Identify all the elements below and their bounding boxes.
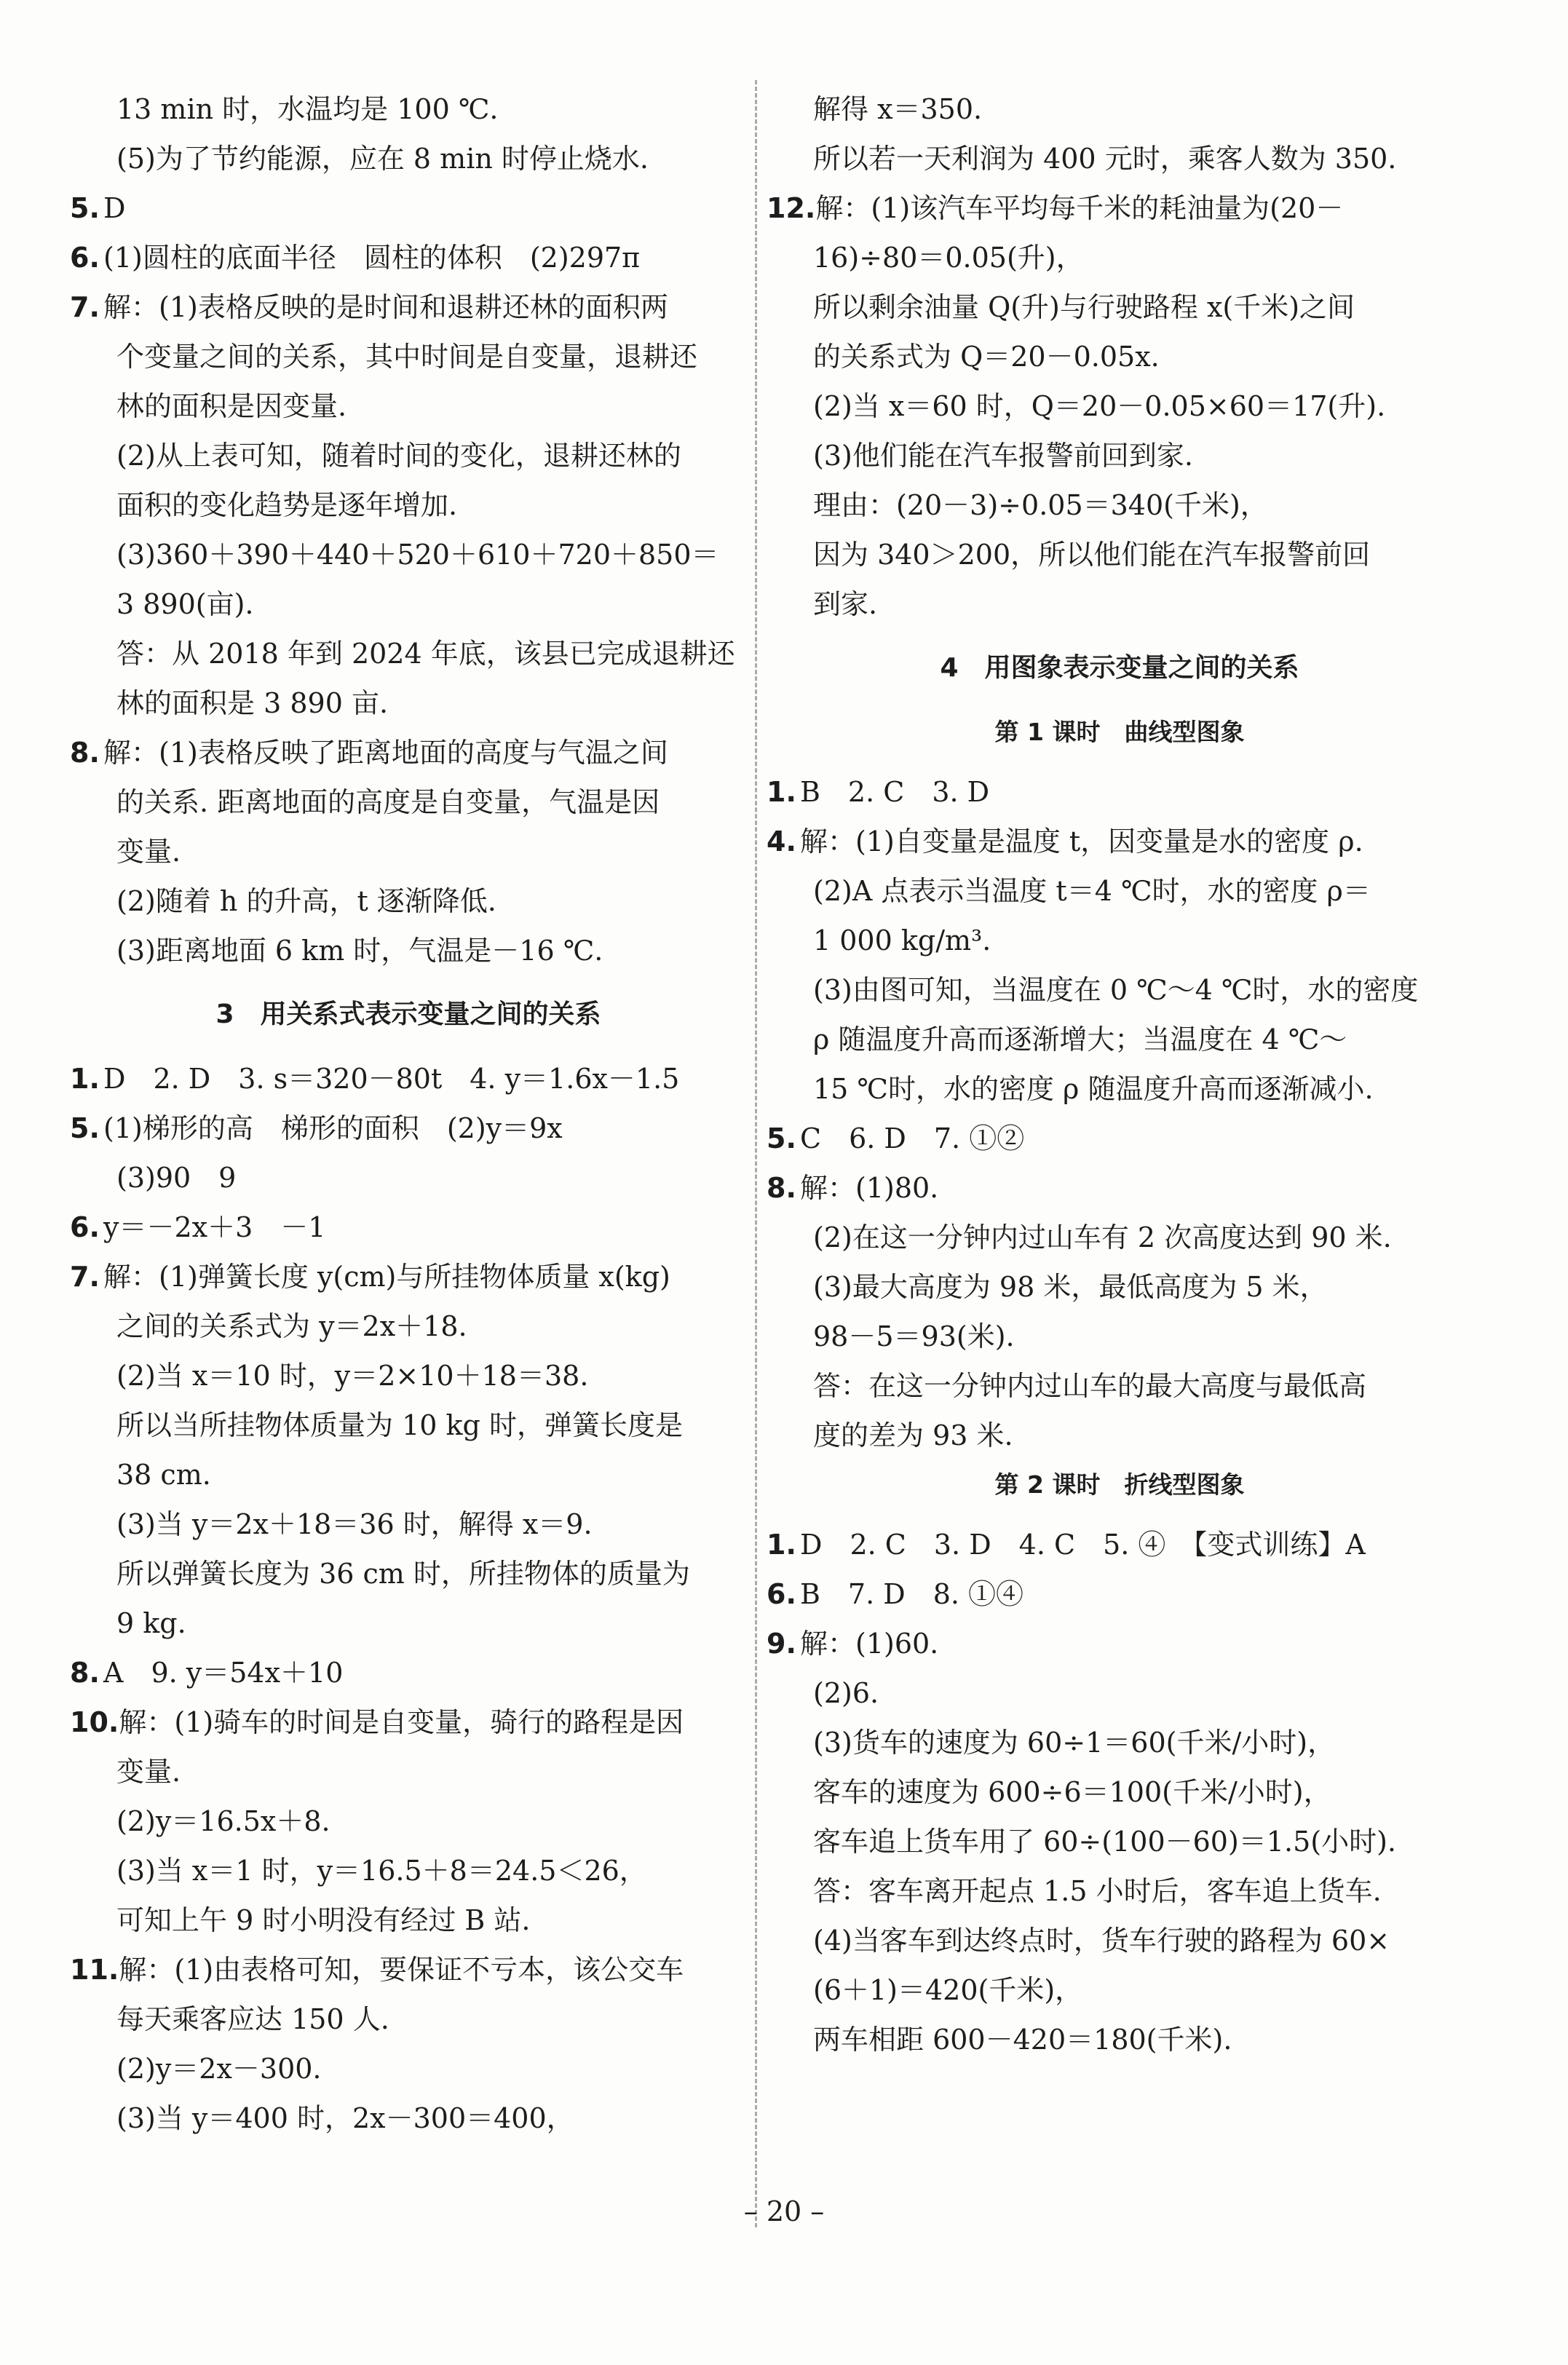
answer-text: 解：(1)80. xyxy=(800,1172,939,1204)
answer-line xyxy=(767,233,1473,282)
answer-line xyxy=(70,1500,747,1549)
answer-text: 的关系. 距离地面的高度是自变量，气温是因 xyxy=(116,786,660,818)
answer-line xyxy=(767,579,1473,629)
answer-item xyxy=(70,233,747,282)
answer-item xyxy=(70,282,747,332)
item-number: 10. xyxy=(70,1706,119,1738)
answer-line xyxy=(767,480,1473,530)
answer-line xyxy=(767,916,1473,965)
answer-text: (3)他们能在汽车报警前回到家. xyxy=(813,440,1193,472)
item-number: 8. xyxy=(70,1657,100,1689)
answer-line xyxy=(767,431,1473,480)
answer-line xyxy=(70,2093,747,2143)
answer-line xyxy=(767,1767,1473,1817)
item-number: 7. xyxy=(70,1261,100,1293)
item-number: 5. xyxy=(767,1122,796,1154)
answer-line xyxy=(70,530,747,579)
answer-text: (3)距离地面 6 km 时，气温是－16 ℃. xyxy=(116,935,603,967)
answer-text: (2)y＝2x－300. xyxy=(116,2053,322,2085)
column-divider xyxy=(755,80,757,2227)
item-number: 6. xyxy=(767,1578,796,1610)
answer-text: 13 min 时，水温均是 100 ℃. xyxy=(116,93,499,125)
answer-line xyxy=(70,134,747,183)
item-number: 8. xyxy=(70,737,100,769)
item-number: 1. xyxy=(70,1063,100,1095)
answer-text: 变量. xyxy=(116,1756,181,1788)
answer-item xyxy=(767,183,1473,233)
answer-line xyxy=(767,1213,1473,1262)
answer-text: 到家. xyxy=(813,588,878,620)
answer-text: (3)当 y＝2x＋18＝36 时，解得 x＝9. xyxy=(116,1508,593,1540)
answer-line xyxy=(767,332,1473,381)
answer-item xyxy=(70,1698,747,1747)
item-number: 1. xyxy=(767,776,796,808)
answer-line xyxy=(70,1351,747,1401)
answer-text: 答：在这一分钟内过山车的最大高度与最低高 xyxy=(813,1370,1367,1402)
lesson-heading: 第 2 课时 折线型图象 xyxy=(994,1470,1245,1499)
answer-text: (2)当 x＝60 时，Q＝20－0.05×60＝17(升). xyxy=(813,390,1386,422)
answer-text: 面积的变化趋势是逐年增加. xyxy=(116,489,458,521)
answer-line xyxy=(70,579,747,629)
answer-text: 所以当所挂物体质量为 10 kg 时，弹簧长度是 xyxy=(116,1409,683,1441)
answer-line xyxy=(767,1668,1473,1718)
section-heading: 3 用关系式表示变量之间的关系 xyxy=(215,999,601,1029)
answer-line xyxy=(70,1994,747,2044)
answer-text: 客车的速度为 600÷6＝100(千米/小时)， xyxy=(813,1776,1331,1808)
answer-line xyxy=(767,1361,1473,1411)
answer-text: (3)90 9 xyxy=(116,1162,237,1194)
answer-line xyxy=(70,332,747,381)
answer-text: (2)y＝16.5x＋8. xyxy=(116,1805,330,1837)
answer-line xyxy=(767,282,1473,332)
answer-text: (2)A 点表示当温度 t＝4 ℃时，水的密度 ρ＝ xyxy=(813,875,1371,907)
answer-item xyxy=(767,1163,1473,1213)
answer-text: ρ 随温度升高而逐渐增大；当温度在 4 ℃～ xyxy=(813,1023,1347,1055)
answer-item xyxy=(70,1648,747,1698)
item-number: 1. xyxy=(767,1529,796,1561)
answer-item xyxy=(70,1104,747,1153)
lesson-heading: 第 1 课时 曲线型图象 xyxy=(994,718,1245,746)
answer-text: 9 kg. xyxy=(116,1607,186,1639)
answer-line xyxy=(70,1153,747,1203)
answer-text: (5)为了节约能源，应在 8 min 时停止烧水. xyxy=(116,143,649,175)
answer-text: 解：(1)骑车的时间是自变量，骑行的路程是因 xyxy=(119,1706,684,1738)
answer-text: 解：(1)弹簧长度 y(cm)与所挂物体质量 x(kg) xyxy=(103,1261,670,1293)
answer-line xyxy=(767,1064,1473,1114)
answer-text: 所以剩余油量 Q(升)与行驶路程 x(千米)之间 xyxy=(813,291,1355,323)
item-number: 8. xyxy=(767,1172,796,1204)
answer-line xyxy=(767,1866,1473,1916)
answer-text: 解：(1)表格反映了距离地面的高度与气温之间 xyxy=(103,737,668,769)
answer-text: y＝－2x＋3 －1 xyxy=(103,1211,326,1243)
answer-text: (3)货车的速度为 60÷1＝60(千米/小时)， xyxy=(813,1727,1336,1759)
answer-text: (2)6. xyxy=(813,1677,879,1709)
page-number: – 20 – xyxy=(743,2195,825,2227)
item-number: 6. xyxy=(70,1211,100,1243)
item-number: 11. xyxy=(70,1954,119,1986)
answer-text: 解：(1)由表格可知，要保证不亏本，该公交车 xyxy=(119,1954,684,1986)
answer-text: 38 cm. xyxy=(116,1459,211,1491)
answer-line xyxy=(767,1916,1473,1965)
answer-line xyxy=(70,1846,747,1895)
answer-item xyxy=(70,1203,747,1252)
answer-line xyxy=(70,84,747,134)
answer-text: 答：从 2018 年到 2024 年底，该县已完成退耕还 xyxy=(116,638,735,670)
answer-line xyxy=(70,480,747,530)
item-number: 7. xyxy=(70,291,100,323)
answer-text: (3)当 y＝400 时，2x－300＝400， xyxy=(116,2102,574,2134)
answer-text: 变量. xyxy=(116,836,181,868)
answer-line xyxy=(70,2044,747,2093)
answer-text: 答：客车离开起点 1.5 小时后，客车追上货车. xyxy=(813,1875,1382,1907)
answer-text: 所以弹簧长度为 36 cm 时，所挂物体的质量为 xyxy=(116,1558,690,1590)
answer-line xyxy=(70,431,747,480)
item-number: 5. xyxy=(70,1112,100,1144)
answer-text: 之间的关系式为 y＝2x＋18. xyxy=(116,1310,467,1342)
answer-text: 16)÷80＝0.05(升)， xyxy=(813,242,1084,274)
answer-text: 的关系式为 Q＝20－0.05x. xyxy=(813,341,1160,373)
answer-line xyxy=(70,678,747,728)
answer-line xyxy=(767,1965,1473,2015)
answer-line xyxy=(70,827,747,876)
answer-item xyxy=(767,1520,1473,1569)
answer-text: (2)当 x＝10 时，y＝2×10＋18＝38. xyxy=(116,1360,589,1392)
answer-text: 解得 x＝350. xyxy=(813,93,983,125)
answer-text: A 9. y＝54x＋10 xyxy=(103,1657,344,1689)
answer-text: B 2. C 3. D xyxy=(800,776,990,808)
answer-line xyxy=(70,1549,747,1599)
answer-text: 1 000 kg/m³. xyxy=(813,924,991,956)
answer-text: 3 890(亩). xyxy=(116,588,254,620)
answer-line xyxy=(767,1411,1473,1460)
answer-item xyxy=(767,1619,1473,1668)
answer-line xyxy=(70,1796,747,1846)
answer-line xyxy=(70,1895,747,1945)
answer-text: (2)随着 h 的升高，t 逐渐降低. xyxy=(116,885,496,917)
answer-item xyxy=(70,728,747,777)
answer-item xyxy=(70,1054,747,1104)
answer-line xyxy=(70,1302,747,1351)
answer-text: C 6. D 7. ①② xyxy=(800,1122,1025,1154)
answer-line xyxy=(767,1312,1473,1361)
answer-line xyxy=(767,530,1473,579)
right-column xyxy=(767,84,1473,2064)
answer-text: (3)由图可知，当温度在 0 ℃～4 ℃时，水的密度 xyxy=(813,974,1419,1006)
answer-line xyxy=(767,381,1473,431)
item-number: 4. xyxy=(767,825,796,857)
answer-text: 解：(1)该汽车平均每千米的耗油量为(20－ xyxy=(815,192,1344,224)
answer-item xyxy=(70,183,747,233)
answer-text: 98－5＝93(米). xyxy=(813,1320,1015,1352)
answer-text: (2)在这一分钟内过山车有 2 次高度达到 90 米. xyxy=(813,1221,1392,1253)
answer-line xyxy=(70,629,747,678)
answer-text: (4)当客车到达终点时，货车行驶的路程为 60× xyxy=(813,1925,1390,1957)
answer-text: 两车相距 600－420＝180(千米). xyxy=(813,2024,1232,2056)
answer-line xyxy=(767,84,1473,134)
item-number: 9. xyxy=(767,1628,796,1660)
answer-line xyxy=(767,1262,1473,1312)
answer-line xyxy=(70,777,747,827)
answer-text: 客车追上货车用了 60÷(100－60)＝1.5(小时). xyxy=(813,1826,1396,1858)
answer-text: 每天乘客应达 150 人. xyxy=(116,2003,389,2035)
answer-item xyxy=(767,817,1473,866)
answer-text: 因为 340＞200，所以他们能在汽车报警前回 xyxy=(813,539,1371,571)
answer-line xyxy=(70,926,747,975)
answer-line xyxy=(767,965,1473,1015)
left-column xyxy=(70,84,747,2143)
answer-item xyxy=(70,1252,747,1302)
item-number: 6. xyxy=(70,242,100,274)
answer-text: 解：(1)自变量是温度 t，因变量是水的密度 ρ. xyxy=(800,825,1363,857)
answer-text: D 2. C 3. D 4. C 5. ④ 【变式训练】A xyxy=(800,1529,1366,1561)
answer-line xyxy=(767,866,1473,916)
answer-text: 个变量之间的关系，其中时间是自变量，退耕还 xyxy=(116,341,698,373)
answer-item xyxy=(767,1114,1473,1163)
answer-line xyxy=(767,1718,1473,1767)
answer-text: 解：(1)60. xyxy=(800,1628,939,1660)
answer-text: 可知上午 9 时小明没有经过 B 站. xyxy=(116,1904,531,1936)
answer-line xyxy=(767,2015,1473,2064)
answer-item xyxy=(767,1569,1473,1619)
answer-text: 解：(1)表格反映的是时间和退耕还林的面积两 xyxy=(103,291,668,323)
answer-line xyxy=(70,876,747,926)
answer-text: 林的面积是 3 890 亩. xyxy=(116,687,389,719)
answer-text: (3)当 x＝1 时，y＝16.5＋8＝24.5＜26， xyxy=(116,1855,647,1887)
answer-text: 林的面积是因变量. xyxy=(116,390,347,422)
answer-line xyxy=(70,381,747,431)
answer-line xyxy=(70,1401,747,1450)
answer-line xyxy=(70,1450,747,1500)
answer-text: (1)梯形的高 梯形的面积 (2)y＝9x xyxy=(103,1112,563,1144)
answer-line xyxy=(767,134,1473,183)
answer-item xyxy=(767,767,1473,817)
answer-text: (2)从上表可知，随着时间的变化，退耕还林的 xyxy=(116,440,681,472)
answer-text: D 2. D 3. s＝320－80t 4. y＝1.6x－1.5 xyxy=(103,1063,680,1095)
answer-line xyxy=(70,1599,747,1648)
answer-text: (1)圆柱的底面半径 圆柱的体积 (2)297π xyxy=(103,242,641,274)
answer-text: 所以若一天利润为 400 元时，乘客人数为 350. xyxy=(813,143,1397,175)
answer-item xyxy=(70,1945,747,1994)
answer-text: 度的差为 93 米. xyxy=(813,1419,1013,1451)
answer-text: (3)最大高度为 98 米，最低高度为 5 米， xyxy=(813,1271,1328,1303)
item-number: 12. xyxy=(767,192,816,224)
answer-text: D xyxy=(103,192,126,224)
item-number: 5. xyxy=(70,192,100,224)
answer-line xyxy=(70,1747,747,1796)
answer-line xyxy=(767,1015,1473,1064)
answer-text: (3)360＋390＋440＋520＋610＋720＋850＝ xyxy=(116,539,719,571)
section-heading: 4 用图象表示变量之间的关系 xyxy=(940,653,1299,683)
answer-text: 15 ℃时，水的密度 ρ 随温度升高而逐渐减小. xyxy=(813,1073,1374,1105)
answer-text: 理由：(20－3)÷0.05＝340(千米)， xyxy=(813,489,1268,521)
answer-text: B 7. D 8. ①④ xyxy=(800,1578,1024,1610)
answer-line xyxy=(767,1817,1473,1866)
answer-text: (6＋1)＝420(千米)， xyxy=(813,1974,1083,2006)
